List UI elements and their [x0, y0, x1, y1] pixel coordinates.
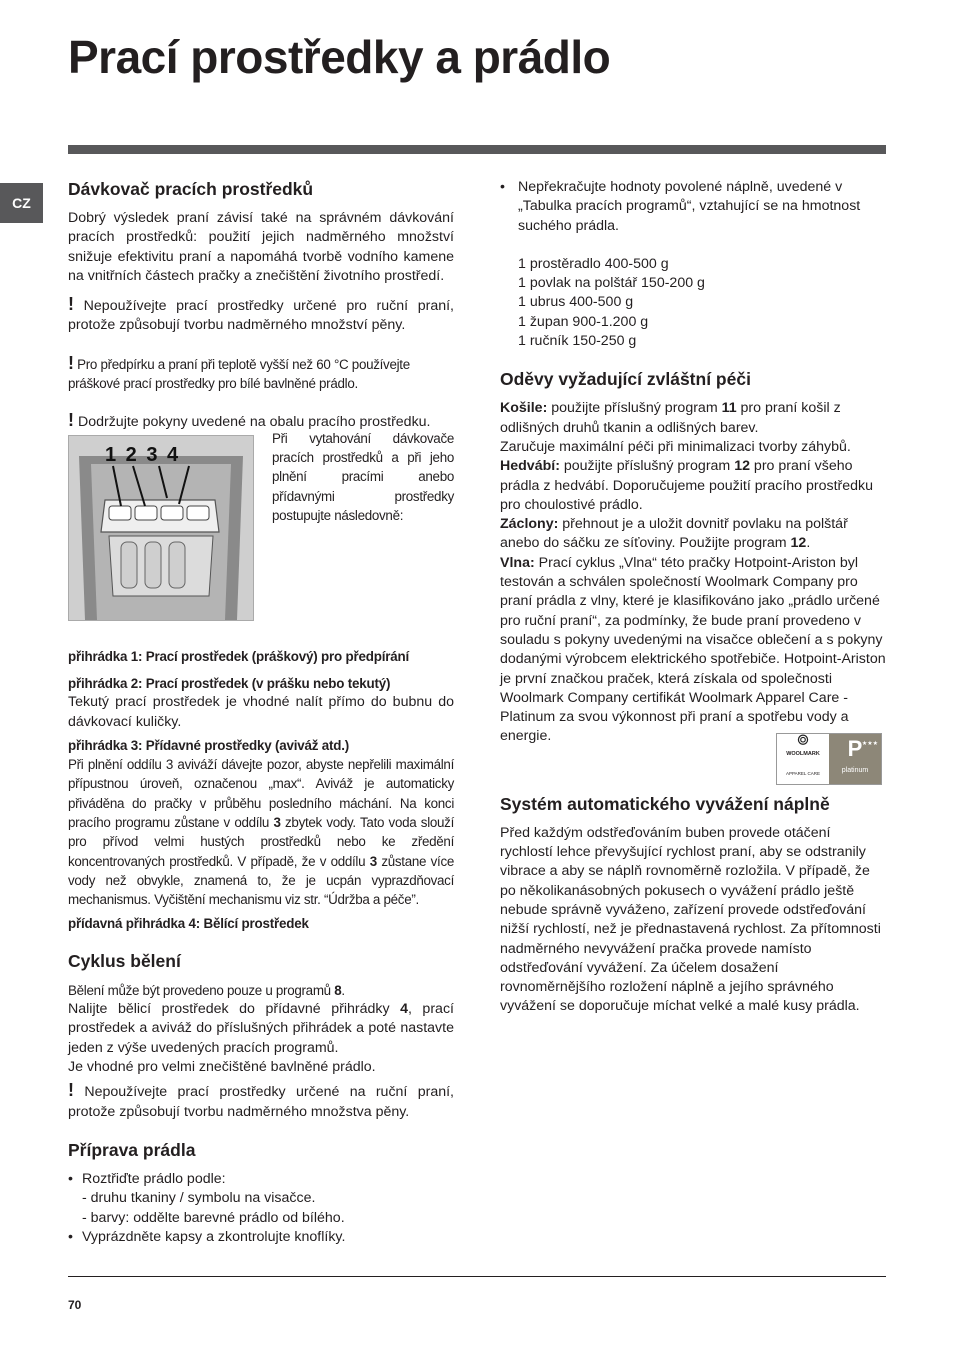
woolmark-logo: WOOLMARK APPAREL CARE — [777, 734, 829, 784]
woolmark-badge — [776, 733, 882, 785]
woolmark-icon — [792, 734, 814, 745]
weight-item: 1 ubrus 400-500 g — [518, 294, 634, 311]
language-tab: CZ — [0, 183, 43, 223]
weight-item: 1 župan 900-1.200 g — [518, 313, 649, 330]
footer-rule — [68, 1276, 886, 1277]
left-column — [68, 178, 454, 1247]
wool-text: Vlna: Prací cyklus „Vlna“ této pračky Hotpoint-Ariston byl testován a schválen společností Woolmark Company pro praní prádla z vlny, které je klasifikováno jako „prádlo určené pro ruční praní“, za podmínky, že bude praní provedeno v souladu s pokyny uvedenými na visačce oblečení a s pokyny dodanými výrobcem elektrického spotřebiče. Hotpoint-Ariston je první značkou praček, která získala od společnosti Woolmark Company certifikát Woolmark Apparel Care - Platinum za svou výkonnost při praní a spotřebu vody a energie. — [500, 554, 886, 745]
dispenser-warning-3: ! Dodržujte pokyny uvedené na obalu pracího prostředku. — [68, 410, 431, 431]
dispenser-heading: Dávkovač pracích prostředků — [68, 179, 314, 199]
compartment-2-text: Tekutý prací prostředek je vhodné nalít přímo do bubnu do dávkovací kuličky. — [68, 694, 454, 730]
silk-text: Hedvábí: použijte příslušný program 12 pro praní všeho prádla z hedvábí. Doporučujeme použití pracího prostředku pro choulostivé prádlo. — [500, 458, 874, 513]
list-item: • Vyprázdněte kapsy a zkontrolujte knoflíky. — [68, 1228, 454, 1247]
bleach-line-3: Je vhodné pro velmi znečištěné bavlněné prádlo. — [68, 1059, 376, 1076]
page-title: Prací prostředky a prádlo — [68, 31, 611, 83]
care-heading: Oděvy vyžadující zvláštní péči — [500, 369, 751, 390]
load-weights — [500, 255, 886, 351]
shirts-text: Košile: použijte příslušný program 11 pro praní košil z odlišných druhů tkanin a odlišných barev. — [500, 400, 841, 436]
bleach-line-2: Nalijte bělicí prostředek do přídavné přihrádky 4, prací prostředek a aviváž do příslušných přihrádek a poté nastavte jeden z výše uvedených pracích programů. — [68, 1001, 454, 1056]
weight-item: 1 prostěradlo 400-500 g — [518, 255, 669, 272]
prep-list — [68, 1170, 454, 1247]
warning-icon: ! — [68, 352, 74, 373]
dispenser-warning-1: ! Nepoužívejte prací prostředky určené pro ruční praní, protože způsobují tvorbu nadměrného množství pěny. — [68, 294, 454, 334]
shirts-text-2: Zaručuje maximální péči při minimalizaci tvorby záhybů. — [500, 438, 851, 455]
compartment-1-title: přihrádka 1: Prací prostředek (práškový) pro předpírání — [68, 648, 409, 664]
bleach-warning: ! Nepoužívejte prací prostředky určené na ruční praní, protože způsobují tvorbu nadměrného množstva pěny. — [68, 1080, 455, 1120]
compartment-4-title: přídavná přihrádka 4: Bělící prostředek — [68, 915, 309, 931]
weight-item: 1 ručník 150-250 g — [518, 333, 637, 350]
curtains-text: Záclony: přehnout je a uložit dovnitř povlaku na polštář anebo do sáčku ze síťoviny. Použijte program 12. — [500, 516, 848, 552]
list-item: • Nepřekračujte hodnoty povolené náplně, uvedené v „Tabulka pracích programů“, vztahující se na hmotnost suchého prádla. — [500, 178, 886, 236]
dispenser-intro: Dobrý výsledek praní závisí také na správném dávkování pracích prostředků: použití jejich nadměrného množství snižuje efektivitu praní a napomáhá tvorbě vodního kamene na vnitřních částech pračky a znečištění životního prostředí. — [68, 210, 454, 284]
dispenser-warning-2: ! Pro předpírku a praní při teplotě vyšší než 60 °C používejte práškové prací prostředky pro bílé bavlněné prádlo. — [68, 352, 410, 392]
compartment-numbers: 1 2 3 4 — [105, 443, 181, 466]
warning-icon: ! — [68, 1080, 74, 1101]
load-list — [500, 178, 886, 236]
balance-heading: Systém automatického vyvážení náplně — [500, 793, 830, 814]
weight-item: 1 povlak na polštář 150-200 g — [518, 275, 705, 292]
compartment-3-title: přihrádka 3: Přídavné prostředky (aviváž atd.) — [68, 737, 350, 753]
balance-text: Před každým odstřeďováním buben provede otáčení rychlostí lehce převyšující rychlost praní, aby se odstranily vibrace a aby se náplň rovnoměrně rozložila. V případě, že po několikanásobných pokusech o vyvážení prádlo ještě nebude správně vyváženo, zařízení provede odstřeďování nižší rychlostí, než je přednastavená rychlost. Za přítomnosti nadměrného nevyvážení pračka provede namísto odstřeďování vyvážení. Za účelem dosažení rovnoměrnějšího rozložení náplně a jejího správného vyvážení se doporučuje míchat velké a malé kusy prádla. — [500, 824, 881, 1015]
dispenser-figure — [68, 435, 254, 621]
warning-icon: ! — [68, 294, 74, 315]
figure-caption: Při vytahování dávkovače pracích prostředků a při jeho plnění pracími anebo přídavnými prostředky postupujte následovně: — [272, 430, 454, 523]
page-number: 70 — [68, 1298, 82, 1312]
bleach-line-1: Bělení může být provedeno pouze u programů 8. — [68, 982, 345, 998]
compartment-2-title: přihrádka 2: Prací prostředek (v prášku nebo tekutý) — [68, 675, 391, 691]
right-column — [500, 178, 886, 1017]
list-item: • Roztřiďte prádlo podle: - druhu tkaniny / symbolu na visačce. - barvy: oddělte barevné prádlo od bílého. — [68, 1170, 454, 1228]
header-rule — [68, 145, 886, 154]
bleach-heading: Cyklus bělení — [68, 950, 181, 971]
warning-icon: ! — [68, 410, 74, 431]
prep-heading: Příprava prádla — [68, 1139, 196, 1160]
compartment-3-text: Při plnění oddílu 3 aviváží dávejte pozor, abyste nepřelili maximální přípustnou úroveň, označenou „max“. Aviváž je automaticky přiváděna do pračky v průběhu posledního máchání. Na konci pracího programu zůstane v oddílu 3 zbytek vody. Tato voda slouží pro přívod velmi hustých prostředků nebo ke zředění koncentrovaných prostředků. V případě, že v oddílu 3 zůstane více vody než obvykle, znamená to, že je ucpán vyprazdňovací mechanismus. Vyčištění mechanismu viz str. “Údržba a péče”. — [68, 757, 454, 908]
platinum-logo: ★★★ P platinum — [829, 734, 881, 784]
